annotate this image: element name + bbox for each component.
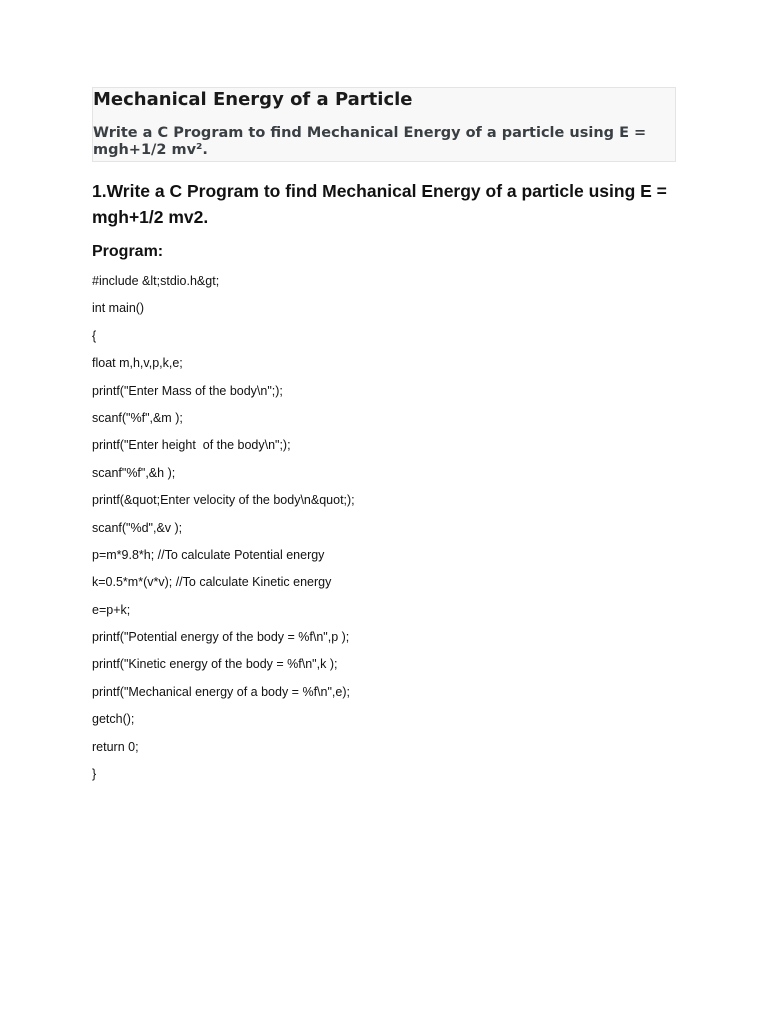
document-page [92, 87, 676, 788]
code-block [92, 268, 676, 788]
title-box [92, 87, 676, 162]
code-line: printf("Enter height of the body\n";); [92, 438, 291, 453]
code-line: } [92, 767, 97, 782]
code-line: printf("Kinetic energy of the body = %f\n",k ); [92, 657, 338, 672]
code-line: { [92, 328, 97, 343]
code-line: printf("Enter Mass of the body\n";); [92, 383, 283, 398]
program-heading: Program: [92, 243, 164, 260]
code-line: p=m*9.8*h; //To calculate Potential energy [92, 547, 325, 562]
code-line: k=0.5*m*(v*v); //To calculate Kinetic energy [92, 575, 332, 590]
question-heading: 1.Write a C Program to find Mechanical Energy of a particle using E = mgh+1/2 mv2. [92, 181, 667, 227]
code-line: scanf("%f",&m ); [92, 410, 183, 425]
code-line: scanf("%d",&v ); [92, 520, 183, 535]
code-line: scanf"%f",&h ); [92, 465, 176, 480]
code-line: printf("Potential energy of the body = %f\n",p ); [92, 630, 350, 645]
code-line: int main() [92, 301, 145, 316]
code-line: getch(); [92, 712, 135, 727]
code-line: printf(&quot;Enter velocity of the body\n&quot;); [92, 493, 355, 508]
code-line: return 0; [92, 739, 139, 754]
code-line: #include &lt;stdio.h&gt; [92, 274, 220, 288]
page-subtitle: Write a C Program to find Mechanical Energy of a particle using E = mgh+1/2 mv². [93, 125, 647, 158]
code-line: printf("Mechanical energy of a body = %f\n",e); [92, 684, 350, 699]
code-line: e=p+k; [92, 602, 131, 617]
page-title: Mechanical Energy of a Particle [93, 89, 413, 110]
code-line: float m,h,v,p,k,e; [92, 356, 183, 371]
